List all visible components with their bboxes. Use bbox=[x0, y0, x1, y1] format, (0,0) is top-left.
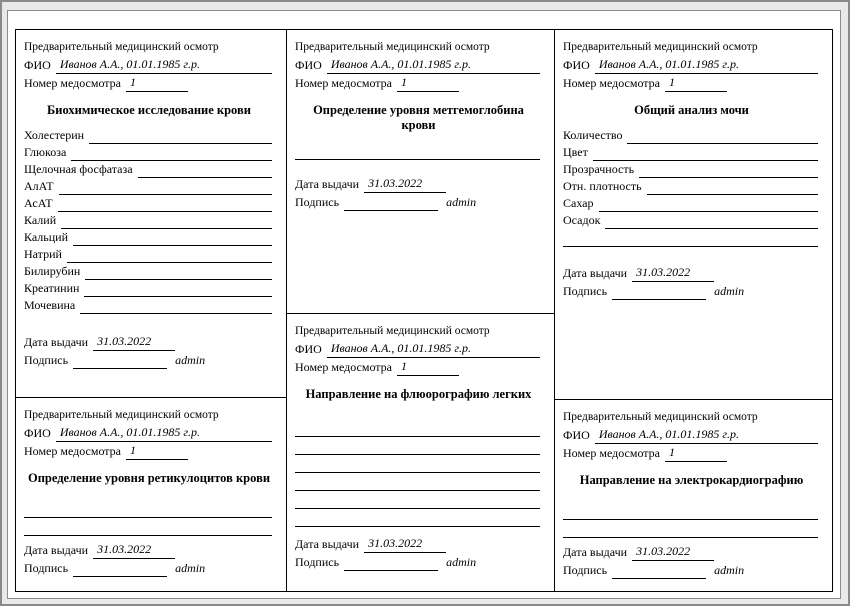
exam-number-value: 1 bbox=[126, 75, 188, 92]
fio-value: Иванов А.А., 01.01.1985 г.р. bbox=[327, 341, 540, 358]
form-fluorography bbox=[287, 314, 554, 591]
signature-line bbox=[563, 561, 820, 579]
field-label: Холестерин bbox=[24, 128, 85, 142]
signature-label: Подпись bbox=[24, 561, 69, 575]
issue-date-value: 31.03.2022 bbox=[632, 265, 714, 282]
form-title: Направление на флюорографию легких bbox=[305, 387, 532, 401]
printed-page bbox=[7, 10, 841, 599]
form-header: Предварительный медицинский осмотр bbox=[563, 41, 758, 53]
form-field-line bbox=[24, 212, 274, 229]
table-column-right bbox=[554, 30, 832, 591]
form-field-line bbox=[24, 280, 274, 297]
field-label: Цвет bbox=[563, 145, 588, 159]
signature-underline bbox=[344, 193, 438, 211]
signature-underline bbox=[612, 282, 706, 300]
form-title: Определение уровня ретикулоцитов крови bbox=[27, 471, 271, 485]
blank-underline bbox=[295, 437, 540, 455]
blank-lines bbox=[563, 229, 820, 247]
exam-number-line bbox=[563, 74, 820, 92]
form-field-line bbox=[563, 195, 820, 212]
form-field-line bbox=[24, 263, 274, 280]
exam-number-line bbox=[24, 74, 274, 92]
form-field-line bbox=[24, 144, 274, 161]
fio-value: Иванов А.А., 01.01.1985 г.р. bbox=[595, 427, 818, 444]
issue-date-line bbox=[563, 543, 820, 561]
fio-line bbox=[295, 340, 542, 358]
form-title: Общий анализ мочи bbox=[634, 103, 749, 117]
fio-label: ФИО bbox=[295, 58, 322, 72]
field-label: Мочевина bbox=[24, 298, 76, 312]
issue-date-label: Дата выдачи bbox=[295, 537, 360, 551]
fields-list bbox=[563, 127, 820, 229]
signature-label: Подпись bbox=[295, 555, 340, 569]
fio-label: ФИО bbox=[24, 426, 51, 440]
fio-line bbox=[563, 426, 820, 444]
signature-value: admin bbox=[175, 561, 206, 575]
exam-number-value: 1 bbox=[397, 359, 459, 376]
fio-label: ФИО bbox=[563, 428, 590, 442]
field-underline bbox=[71, 144, 272, 161]
field-underline bbox=[599, 195, 819, 212]
field-underline bbox=[67, 246, 272, 263]
signature-label: Подпись bbox=[24, 353, 69, 367]
field-underline bbox=[59, 178, 272, 195]
exam-number-label: Номер медосмотра bbox=[24, 76, 122, 90]
form-header: Предварительный медицинский осмотр bbox=[295, 41, 490, 53]
issue-date-value: 31.03.2022 bbox=[93, 542, 175, 559]
form-field-line bbox=[24, 246, 274, 263]
fio-value: Иванов А.А., 01.01.1985 г.р. bbox=[56, 57, 272, 74]
fio-label: ФИО bbox=[24, 58, 51, 72]
issue-date-value: 31.03.2022 bbox=[364, 176, 446, 193]
exam-number-label: Номер медосмотра bbox=[295, 360, 393, 374]
form-field-line bbox=[563, 161, 820, 178]
exam-number-value: 1 bbox=[665, 75, 727, 92]
signature-label: Подпись bbox=[563, 563, 608, 577]
fio-value: Иванов А.А., 01.01.1985 г.р. bbox=[56, 425, 272, 442]
exam-number-label: Номер медосмотра bbox=[563, 76, 661, 90]
issue-date-label: Дата выдачи bbox=[24, 335, 89, 349]
form-electrocardiography bbox=[555, 400, 832, 591]
form-field-line bbox=[24, 297, 274, 314]
signature-value: admin bbox=[714, 563, 745, 577]
form-field-line bbox=[563, 144, 820, 161]
form-urine-analysis bbox=[555, 30, 832, 400]
signature-line bbox=[295, 193, 542, 211]
fio-value: Иванов А.А., 01.01.1985 г.р. bbox=[327, 57, 540, 74]
signature-value: admin bbox=[714, 284, 745, 298]
fio-line bbox=[563, 56, 820, 74]
issue-date-value: 31.03.2022 bbox=[632, 544, 714, 561]
blank-lines bbox=[563, 502, 820, 538]
field-underline bbox=[89, 127, 272, 144]
issue-date-line bbox=[24, 541, 274, 559]
signature-line bbox=[24, 559, 274, 577]
signature-underline bbox=[73, 559, 167, 577]
blank-lines bbox=[24, 500, 274, 536]
field-underline bbox=[85, 263, 272, 280]
blank-underline bbox=[295, 473, 540, 491]
exam-number-line bbox=[24, 442, 274, 460]
exam-number-label: Номер медосмотра bbox=[24, 444, 122, 458]
fio-line bbox=[24, 56, 274, 74]
field-label: Глюкоза bbox=[24, 145, 67, 159]
table-column-middle bbox=[286, 30, 554, 591]
exam-number-line bbox=[563, 444, 820, 462]
form-field-line bbox=[24, 229, 274, 246]
signature-underline bbox=[344, 553, 438, 571]
blank-underline bbox=[24, 500, 272, 518]
signature-label: Подпись bbox=[563, 284, 608, 298]
form-field-line bbox=[24, 161, 274, 178]
form-reticulocytes bbox=[16, 398, 286, 591]
field-underline bbox=[84, 280, 272, 297]
issue-date-line bbox=[563, 264, 820, 282]
exam-number-line bbox=[295, 358, 542, 376]
issue-date-value: 31.03.2022 bbox=[364, 536, 446, 553]
field-underline bbox=[605, 212, 818, 229]
field-underline bbox=[61, 212, 272, 229]
signature-underline bbox=[73, 351, 167, 369]
fields-list bbox=[24, 127, 274, 314]
exam-number-label: Номер медосмотра bbox=[563, 446, 661, 460]
form-methemoglobin bbox=[287, 30, 554, 314]
field-label: Прозрачность bbox=[563, 162, 635, 176]
blank-lines bbox=[295, 142, 542, 160]
blank-underline bbox=[295, 509, 540, 527]
field-underline bbox=[58, 195, 272, 212]
field-label: Осадок bbox=[563, 213, 601, 227]
signature-label: Подпись bbox=[295, 195, 340, 209]
form-field-line bbox=[24, 127, 274, 144]
exam-number-line bbox=[295, 74, 542, 92]
exam-number-label: Номер медосмотра bbox=[295, 76, 393, 90]
signature-value: admin bbox=[175, 353, 206, 367]
blank-underline bbox=[295, 419, 540, 437]
blank-underline bbox=[24, 518, 272, 536]
form-field-line bbox=[563, 127, 820, 144]
blank-underline bbox=[295, 142, 540, 160]
field-underline bbox=[138, 161, 272, 178]
exam-number-value: 1 bbox=[665, 445, 727, 462]
issue-date-label: Дата выдачи bbox=[563, 545, 628, 559]
blank-lines bbox=[295, 419, 542, 527]
signature-value: admin bbox=[446, 555, 477, 569]
exam-number-value: 1 bbox=[126, 443, 188, 460]
field-label: Щелочная фосфатаза bbox=[24, 162, 133, 176]
field-label: Калий bbox=[24, 213, 57, 227]
fio-value: Иванов А.А., 01.01.1985 г.р. bbox=[595, 57, 818, 74]
signature-line bbox=[295, 553, 542, 571]
form-title: Биохимическое исследование крови bbox=[47, 103, 251, 117]
form-field-line bbox=[24, 178, 274, 195]
blank-underline bbox=[563, 502, 818, 520]
field-underline bbox=[80, 297, 272, 314]
signature-line bbox=[24, 351, 274, 369]
form-header: Предварительный медицинский осмотр bbox=[295, 325, 490, 337]
issue-date-line bbox=[295, 175, 542, 193]
exam-number-value: 1 bbox=[397, 75, 459, 92]
field-label: Количество bbox=[563, 128, 623, 142]
fio-line bbox=[24, 424, 274, 442]
form-biochemical-blood-test bbox=[16, 30, 286, 398]
field-label: Отн. плотность bbox=[563, 179, 642, 193]
field-label: АлАТ bbox=[24, 179, 54, 193]
forms-table bbox=[15, 29, 833, 592]
form-title: Направление на электрокардиографию bbox=[579, 473, 804, 487]
blank-underline bbox=[563, 520, 818, 538]
field-underline bbox=[627, 127, 818, 144]
field-underline bbox=[639, 161, 818, 178]
blank-underline bbox=[295, 491, 540, 509]
field-label: АсАТ bbox=[24, 196, 53, 210]
form-header: Предварительный медицинский осмотр bbox=[24, 409, 219, 421]
field-underline bbox=[73, 229, 272, 246]
field-label: Сахар bbox=[563, 196, 594, 210]
issue-date-label: Дата выдачи bbox=[563, 266, 628, 280]
issue-date-line bbox=[295, 535, 542, 553]
field-label: Билирубин bbox=[24, 264, 81, 278]
form-title: Определение уровня метгемоглобина крови bbox=[313, 103, 524, 132]
form-field-line bbox=[24, 195, 274, 212]
field-label: Кальций bbox=[24, 230, 69, 244]
field-label: Креатинин bbox=[24, 281, 80, 295]
fio-label: ФИО bbox=[295, 342, 322, 356]
signature-line bbox=[563, 282, 820, 300]
form-header: Предварительный медицинский осмотр bbox=[563, 411, 758, 423]
blank-underline bbox=[563, 229, 818, 247]
signature-underline bbox=[612, 561, 706, 579]
issue-date-line bbox=[24, 333, 274, 351]
fio-label: ФИО bbox=[563, 58, 590, 72]
form-field-line bbox=[563, 212, 820, 229]
form-field-line bbox=[563, 178, 820, 195]
issue-date-label: Дата выдачи bbox=[24, 543, 89, 557]
field-underline bbox=[593, 144, 818, 161]
issue-date-label: Дата выдачи bbox=[295, 177, 360, 191]
field-underline bbox=[647, 178, 818, 195]
field-label: Натрий bbox=[24, 247, 62, 261]
table-column-left bbox=[16, 30, 286, 591]
blank-underline bbox=[295, 455, 540, 473]
form-header: Предварительный медицинский осмотр bbox=[24, 41, 219, 53]
fio-line bbox=[295, 56, 542, 74]
signature-value: admin bbox=[446, 195, 477, 209]
issue-date-value: 31.03.2022 bbox=[93, 334, 175, 351]
